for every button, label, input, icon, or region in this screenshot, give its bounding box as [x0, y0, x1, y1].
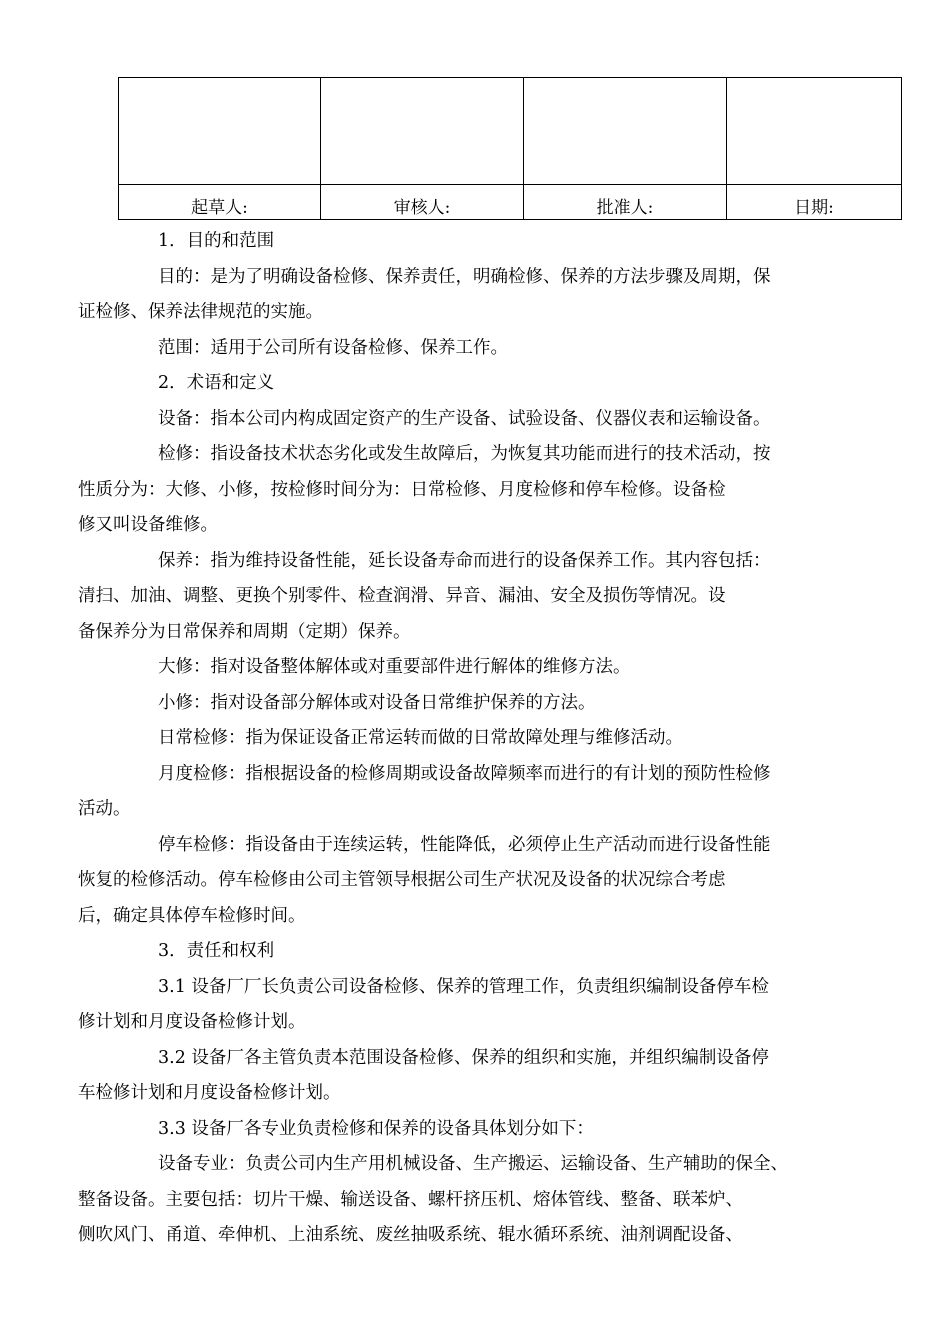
paragraph-line: 1．目的和范围 [158, 231, 275, 251]
paragraph [118, 934, 838, 970]
paragraph-line: 设备专业：负责公司内生产用机械设备、生产搬运、运输设备、生产辅助的保全、 [158, 1154, 788, 1174]
paragraph-line: 设备：指本公司内构成固定资产的生产设备、试验设备、仪器仪表和运输设备。 [158, 408, 771, 429]
paragraph-line: 大修：指对设备整体解体或对重要部件进行解体的维修方法。 [158, 657, 631, 677]
paragraph [118, 402, 838, 438]
paragraph-line: 范围：适用于公司所有设备检修、保养工作。 [158, 337, 508, 358]
signature-area-row [119, 78, 902, 185]
paragraph [78, 757, 838, 828]
approver-label: 批准人: [524, 185, 727, 220]
paragraph-line: 备保养分为日常保养和周期（定期）保养。 [78, 621, 411, 642]
paragraph-line: 修计划和月度设备检修计划。 [78, 1012, 306, 1032]
paragraph-line: 目的：是为了明确设备检修、保养责任，明确检修、保养的方法步骤及周期，保 [158, 266, 771, 287]
document-body [78, 224, 838, 1254]
paragraph-line: 3．责任和权利 [158, 941, 275, 961]
paragraph-line: 恢复的检修活动。停车检修由公司主管领导根据公司生产状况及设备的状况综合考虑 [78, 870, 726, 890]
paragraph-line: 证检修、保养法律规范的实施。 [78, 302, 323, 322]
paragraph [118, 366, 838, 402]
paragraph [118, 1112, 838, 1148]
paragraph [78, 828, 838, 935]
paragraph-line: 月度检修：指根据设备的检修周期或设备故障频率而进行的有计划的预防性检修 [158, 763, 771, 784]
paragraph [118, 331, 838, 367]
paragraph [78, 260, 838, 331]
reviewer-signature-cell [321, 78, 524, 185]
paragraph-line: 性质分为：大修、小修，按检修时间分为：日常检修、月度检修和停车检修。设备检 [78, 479, 726, 500]
signature-label-row [119, 185, 902, 220]
reviewer-label: 审核人: [321, 185, 524, 220]
approver-signature-cell [524, 78, 727, 185]
paragraph-line: 修又叫设备维修。 [78, 515, 218, 535]
drafter-label: 起草人: [119, 185, 321, 220]
paragraph [118, 686, 838, 722]
paragraph-line: 3.1 设备厂厂长负责公司设备检修、保养的管理工作，负责组织编制设备停车检 [158, 976, 769, 997]
paragraph-line: 停车检修：指设备由于连续运转，性能降低，必须停止生产活动而进行设备性能 [158, 834, 771, 855]
paragraph-line: 整备设备。主要包括：切片干燥、输送设备、螺杆挤压机、熔体管线、整备、联苯炉、 [78, 1189, 743, 1210]
paragraph-line: 侧吹风门、甬道、牵伸机、上油系统、废丝抽吸系统、辊水循环系统、油剂调配设备、 [78, 1225, 743, 1245]
paragraph-line: 活动。 [78, 799, 131, 819]
date-label: 日期: [727, 185, 902, 220]
paragraph-line: 2．术语和定义 [158, 373, 275, 393]
paragraph-line: 3.2 设备厂各主管负责本范围设备检修、保养的组织和实施，并组织编制设备停 [158, 1047, 769, 1068]
paragraph-line: 车检修计划和月度设备检修计划。 [78, 1083, 341, 1103]
paragraph-line: 保养：指为维持设备性能，延长设备寿命而进行的设备保养工作。其内容包括： [158, 550, 771, 571]
paragraph [78, 970, 838, 1041]
paragraph [78, 544, 838, 651]
paragraph-line: 小修：指对设备部分解体或对设备日常维护保养的方法。 [158, 692, 596, 713]
paragraph [78, 1147, 838, 1254]
signature-table [118, 77, 902, 220]
paragraph-line: 日常检修：指为保证设备正常运转而做的日常故障处理与维修活动。 [158, 728, 683, 748]
paragraph [118, 721, 838, 757]
paragraph-line: 清扫、加油、调整、更换个别零件、检查润滑、异音、漏油、安全及损伤等情况。设 [78, 586, 726, 606]
paragraph [78, 437, 838, 544]
drafter-signature-cell [119, 78, 321, 185]
paragraph [118, 224, 838, 260]
paragraph-line: 检修：指设备技术状态劣化或发生故障后，为恢复其功能而进行的技术活动，按 [158, 444, 771, 464]
paragraph-line: 3.3 设备厂各专业负责检修和保养的设备具体划分如下： [158, 1118, 594, 1139]
paragraph [78, 1041, 838, 1112]
paragraph-line: 后，确定具体停车检修时间。 [78, 905, 306, 926]
date-signature-cell [727, 78, 902, 185]
paragraph [118, 650, 838, 686]
